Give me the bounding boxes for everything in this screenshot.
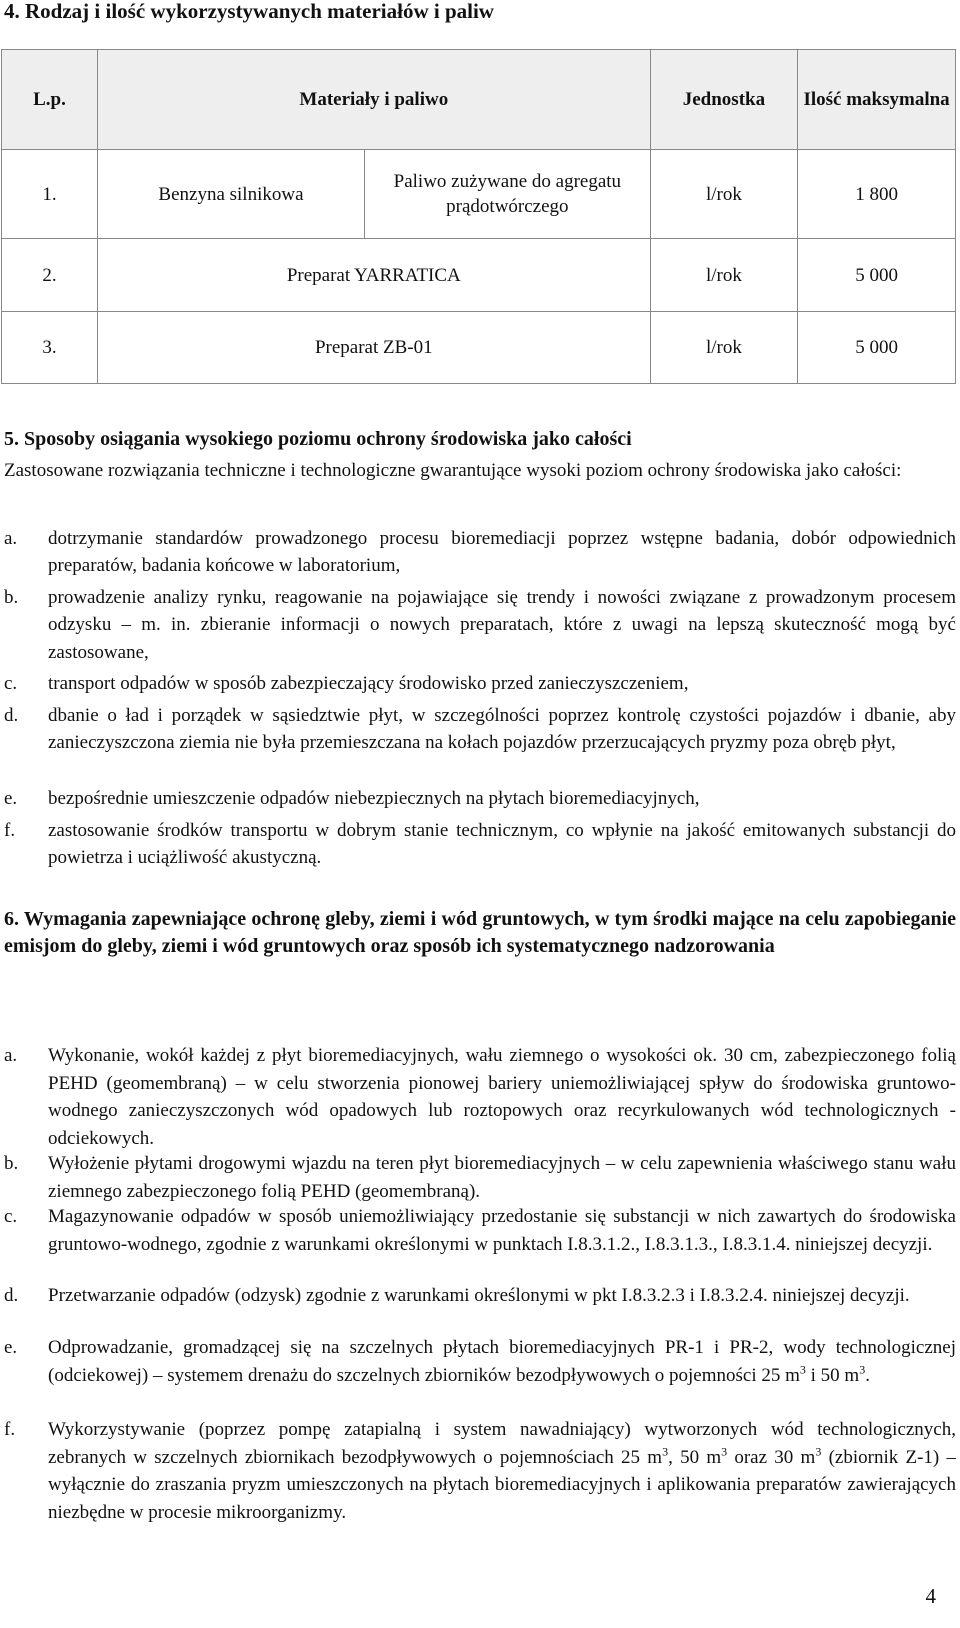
list-item xyxy=(4,584,956,666)
cell-material: Benzyna silnikowa xyxy=(97,150,364,239)
list-item-text: prowadzenie analizy rynku, reagowanie na pojawiające się trendy i nowości związane z prowadzonym procesem odzysku – m. in. zbieranie informacji o nowych preparatach, które z uwagi na lepszą skuteczność mogą być zastosowane, xyxy=(48,587,956,663)
list-item-label: c. xyxy=(4,673,18,694)
list-item-text: Wykonanie, wokół każdej z płyt bioremediacyjnych, wału ziemnego o wysokości ok. 30 cm, zabezpieczonego folią PEHD (geomembraną) – w celu stworzenia pionowej bariery uniemożliwiającej spływ do środowiska gruntowo-wodnego zanieczyszczonych wód opadowych lub roztopowych oraz recyrkulowanych wód technologicznych - odciekowych. xyxy=(48,1045,956,1149)
cell-material: Preparat ZB-01 xyxy=(97,312,650,384)
table-row xyxy=(2,239,956,312)
section-5-heading: 5. Sposoby osiągania wysokiego poziomu ochrony środowiska jako całości xyxy=(4,428,632,450)
list-item-text: Odprowadzanie, gromadzącej się na szczelnych płytach bioremediacyjnych PR-1 i PR-2, wody technologicznej (odciekowej) – systemem drenażu do szczelnych zbiorników bezodpływowych o pojemności 25 $m^3$ i 50 $m^3$. xyxy=(48,1337,956,1386)
list-item-label: c. xyxy=(4,1206,18,1227)
list-item-text: Wyłożenie płytami drogowymi wjazdu na teren płyt bioremediacyjnych – w celu zapewnienia właściwego stanu wału ziemnego zabezpieczonego folią PEHD (geomembraną). xyxy=(48,1153,956,1202)
list-item-text: zastosowanie środków transportu w dobrym stanie technicznym, co wpłynie na jakość emitowanych substancji do powietrza i uciążliwość akustyczną. xyxy=(48,820,956,869)
cell-unit: l/rok xyxy=(650,312,797,384)
list-item xyxy=(4,525,956,580)
list-item-label: f. xyxy=(4,820,16,841)
table-header-row xyxy=(2,50,956,150)
section-5-intro: Zastosowane rozwiązania techniczne i technologiczne gwarantujące wysoki poziom ochrony środowiska jako całości: xyxy=(4,460,902,481)
cell-material: Preparat YARRATICA xyxy=(97,239,650,312)
list-item-label: e. xyxy=(4,1337,18,1358)
cell-unit: l/rok xyxy=(650,150,797,239)
list-item-label: d. xyxy=(4,1285,19,1306)
list-item xyxy=(4,1042,956,1152)
section-4-heading: 4. Rodzaj i ilość wykorzystywanych materiałów i paliw xyxy=(4,0,494,23)
section-6 xyxy=(4,906,956,960)
list-item-text: dotrzymanie standardów prowadzonego procesu bioremediacji poprzez wstępne badania, dobór odpowiednich preparatów, badania końcowe w laboratorium, xyxy=(48,528,956,577)
header-lp: L.p. xyxy=(2,50,98,150)
list-item-text: Magazynowanie odpadów w sposób uniemożliwiający przedostanie się substancji w nich zawartych do środowiska gruntowo-wodnego, zgodnie z warunkami określonymi w punktach I.8.3.1.2., I.8.3.1.3., I.8.3.1.4. niniejszej decyzji. xyxy=(48,1206,956,1255)
materials-table xyxy=(1,49,956,384)
list-item xyxy=(4,1150,956,1205)
list-item-label: f. xyxy=(4,1419,16,1440)
list-item-label: b. xyxy=(4,587,19,608)
list-item xyxy=(4,1282,956,1310)
cell-quantity: 5 000 xyxy=(798,239,956,312)
cell-quantity: 1 800 xyxy=(798,150,956,239)
list-item xyxy=(4,670,956,697)
list-item-label: e. xyxy=(4,788,18,809)
list-item-text: Wykorzystywanie (poprzez pompę zatapialną i system nawadniający) wytworzonych wód technologicznych, zebranych w szczelnych zbiornikach bezodpływowych o pojemnościach 25 $m^3$, 50 $m^3$ oraz 30 $m^3$ (zbiornik Z-1) – wyłącznie do zraszania pryzm umieszczonych na płytach bioremediacyjnych i aplikowania preparatów zawierających niezbędne w procesie mikroorganizmy. xyxy=(48,1419,956,1523)
section-6-heading: 6. Wymagania zapewniające ochronę gleby, ziemi i wód gruntowych, w tym środki mające na celu zapobieganie emisjom do gleby, ziemi i wód gruntowych oraz sposób ich systematycznego nadzorowania xyxy=(4,908,956,957)
list-item xyxy=(4,817,956,872)
cell-lp: 3. xyxy=(2,312,98,384)
list-item-label: b. xyxy=(4,1153,19,1174)
cell-quantity: 5 000 xyxy=(798,312,956,384)
header-materials: Materiały i paliwo xyxy=(97,50,650,150)
list-item xyxy=(4,1203,956,1258)
list-item-label: a. xyxy=(4,1045,18,1066)
cell-material-note: Paliwo zużywane do agregatu prądotwórczego xyxy=(365,150,651,239)
list-item-text: transport odpadów w sposób zabezpieczający środowisko przed zanieczyszczeniem, xyxy=(48,673,689,694)
list-item-label: a. xyxy=(4,528,18,549)
cell-unit: l/rok xyxy=(650,239,797,312)
list-item-text: Przetwarzanie odpadów (odzysk) zgodnie z warunkami określonymi w pkt I.8.3.2.3 i I.8.3.2.4. niniejszej decyzji. xyxy=(48,1285,910,1306)
page-number: 4 xyxy=(925,1584,936,1608)
list-item xyxy=(4,785,956,812)
list-item xyxy=(4,1416,956,1526)
list-item xyxy=(4,702,956,757)
list-item xyxy=(4,1334,956,1389)
table-row xyxy=(2,150,956,239)
list-item-label: d. xyxy=(4,705,19,726)
section-5 xyxy=(4,426,956,485)
list-item-text: dbanie o ład i porządek w sąsiedztwie płyt, w szczególności poprzez kontrolę czystości pojazdów i dbanie, aby zanieczyszczona ziemia nie była przemieszczana na kołach pojazdów przerzucających pryzmy poza obręb płyt, xyxy=(48,705,956,754)
cell-lp: 1. xyxy=(2,150,98,239)
header-unit: Jednostka xyxy=(650,50,797,150)
list-item-text: bezpośrednie umieszczenie odpadów niebezpiecznych na płytach bioremediacyjnych, xyxy=(48,788,700,809)
table-row xyxy=(2,312,956,384)
cell-lp: 2. xyxy=(2,239,98,312)
header-max-quantity: Ilość maksymalna xyxy=(798,50,956,150)
